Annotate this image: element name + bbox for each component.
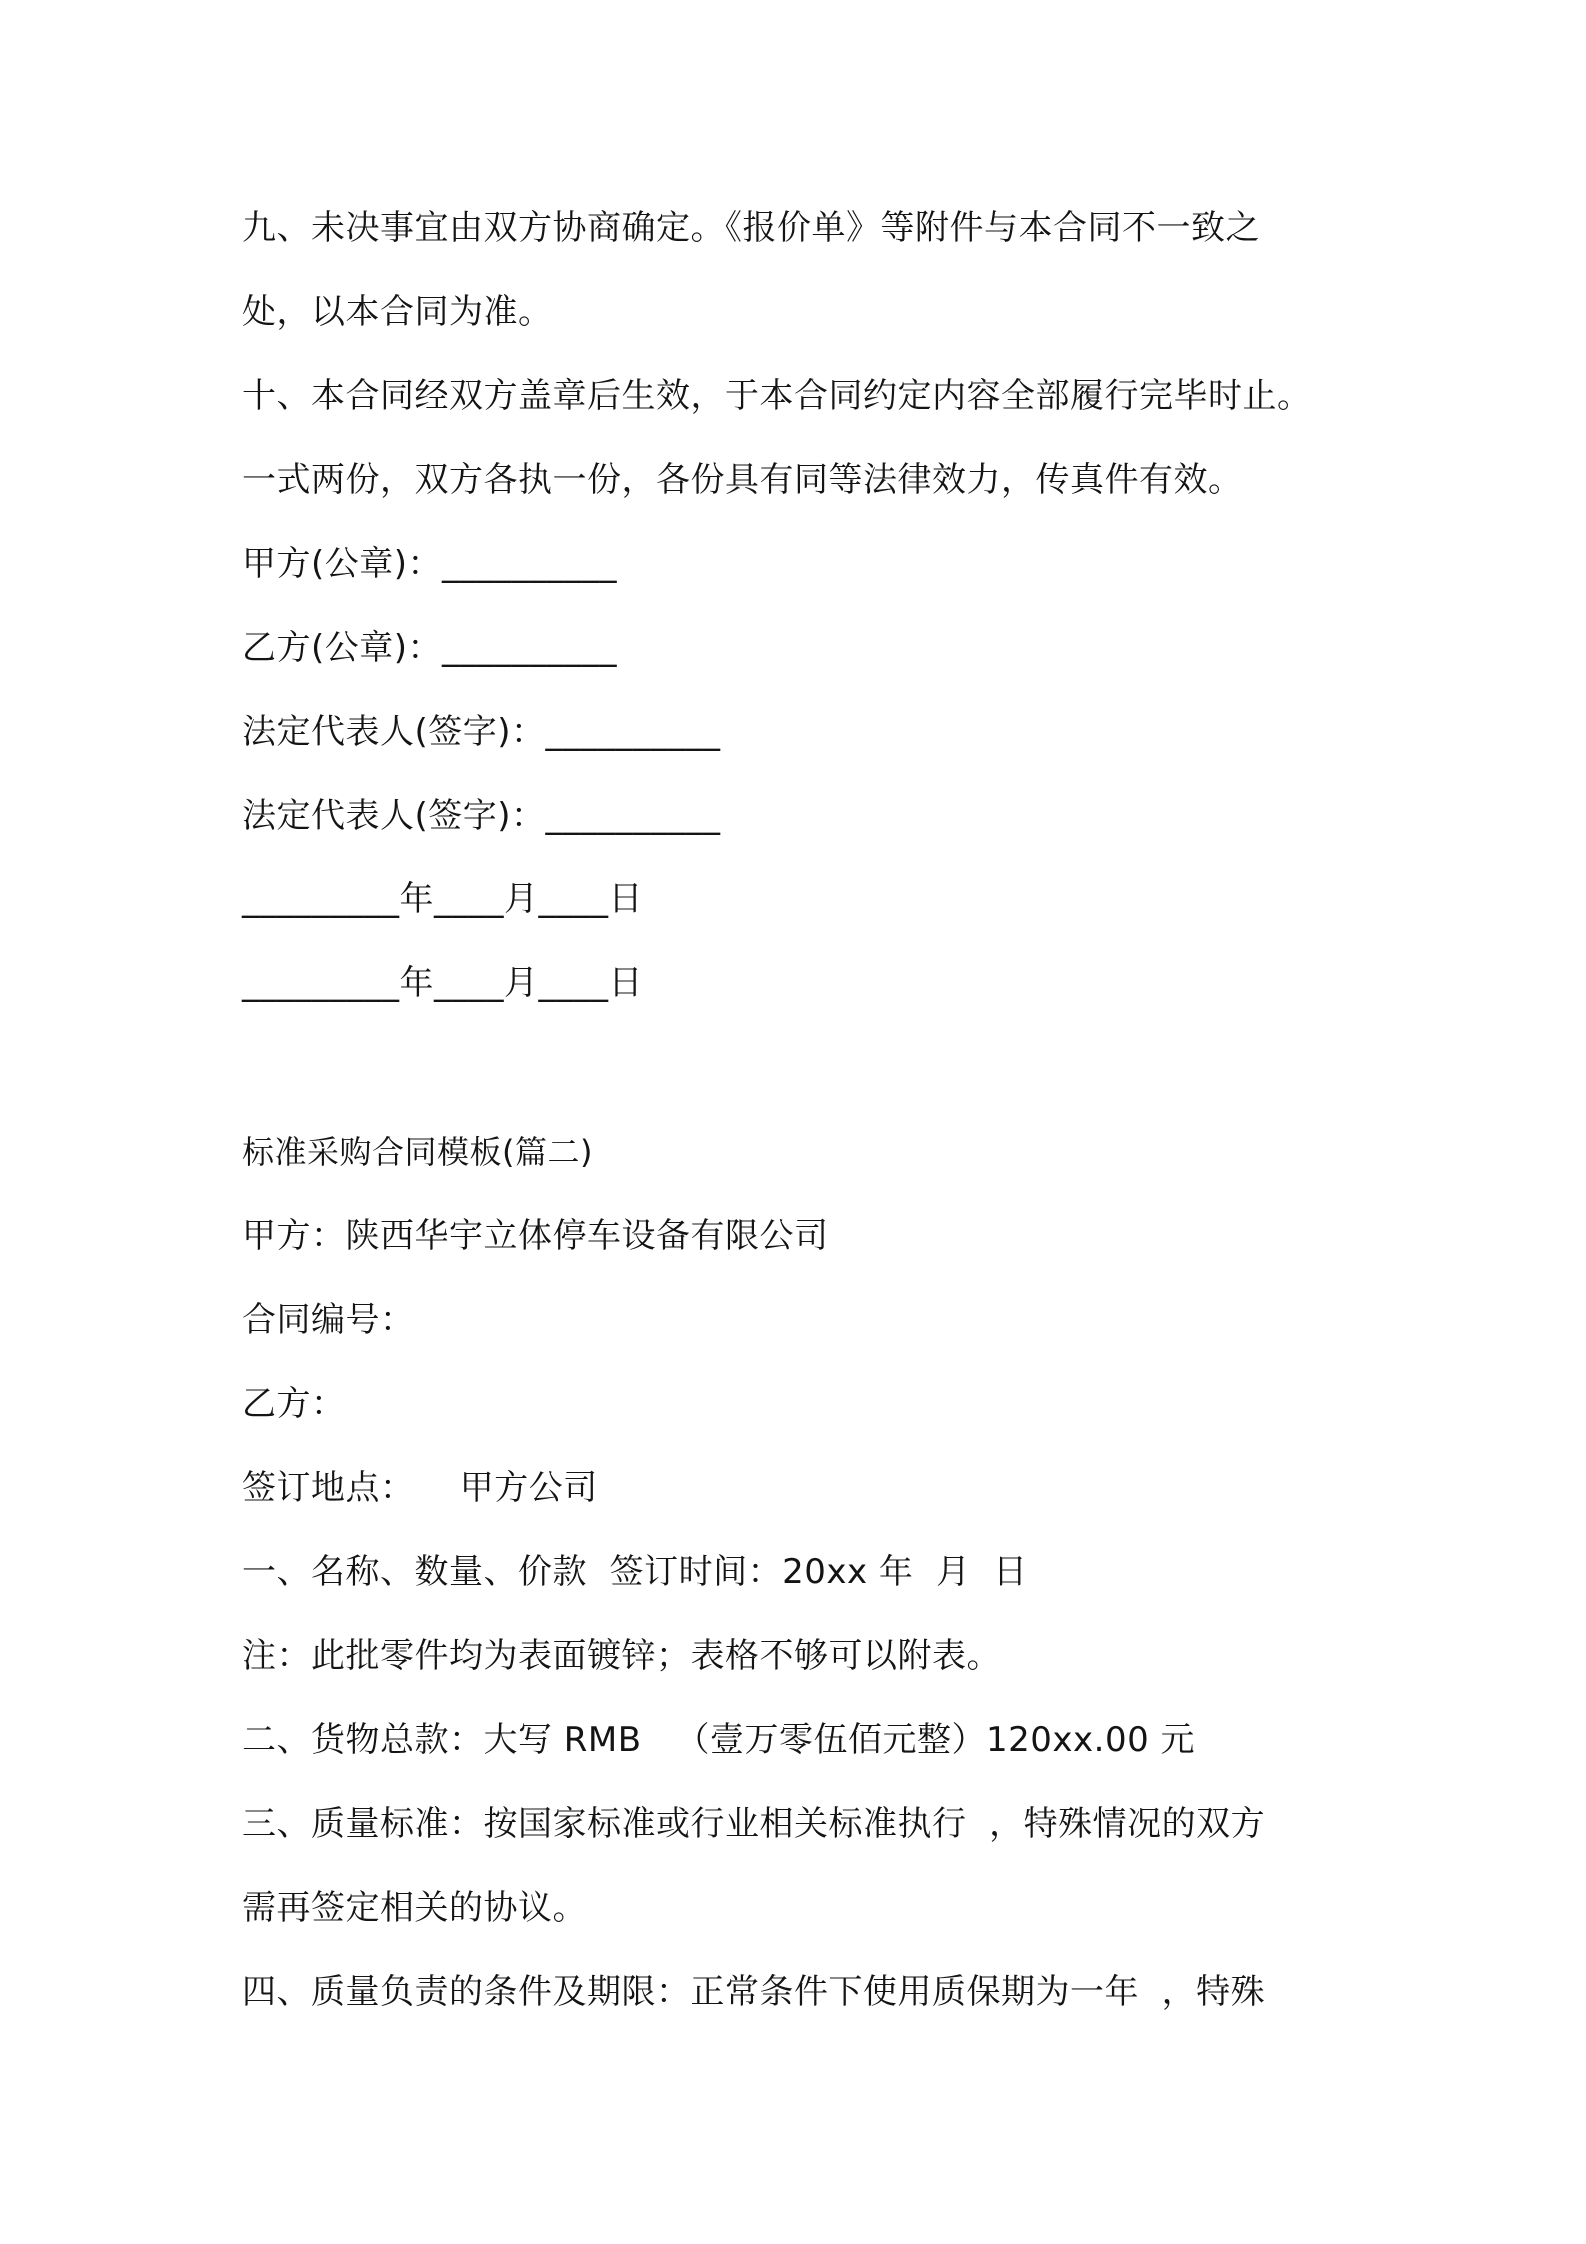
date-line-2: _________年____月____日 <box>242 963 643 1003</box>
quality-responsibility-line: 四、质量负责的条件及期限：正常条件下使用质保期为一年 ，特殊 <box>242 1972 1266 2012</box>
party-a-name-line: 甲方：陕西华宇立体停车设备有限公司 <box>242 1216 829 1256</box>
clause-nine-line-2: 处，以本合同为准。 <box>242 292 553 332</box>
note-line: 注：此批零件均为表面镀锌；表格不够可以附表。 <box>242 1636 1001 1676</box>
quality-standard-line-1: 三、质量标准：按国家标准或行业相关标准执行 ，特殊情况的双方 <box>242 1804 1266 1844</box>
clause-nine-line-1: 九、未决事宜由双方协商确定。《报价单》等附件与本合同不一致之 <box>242 208 1260 248</box>
party-b-name-line: 乙方： <box>242 1384 346 1424</box>
contract-number-line: 合同编号： <box>242 1300 415 1340</box>
party-b-seal-line: 乙方(公章)：__________ <box>242 628 618 668</box>
quality-standard-line-2: 需再签定相关的协议。 <box>242 1888 587 1928</box>
party-a-seal-line: 甲方(公章)：__________ <box>242 544 618 584</box>
total-payment-line: 二、货物总款：大写 RMB （壹万零伍佰元整）120xx.00 元 <box>242 1720 1196 1760</box>
second-contract-title: 标准采购合同模板(篇二) <box>242 1133 593 1171</box>
date-line-1: _________年____月____日 <box>242 879 643 919</box>
legal-representative-signature-line-1: 法定代表人(签字)：__________ <box>242 712 721 752</box>
legal-representative-signature-line-2: 法定代表人(签字)：__________ <box>242 796 721 836</box>
clause-ten-line-1: 十、本合同经双方盖章后生效，于本合同约定内容全部履行完毕时止。 <box>242 376 1312 416</box>
clause-ten-line-2: 一式两份，双方各执一份，各份具有同等法律效力，传真件有效。 <box>242 460 1243 500</box>
signing-location-line: 签订地点： 甲方公司 <box>242 1468 598 1508</box>
item-quantity-price-line: 一、名称、数量、价款 签订时间：20xx 年 月 日 <box>242 1552 1028 1592</box>
